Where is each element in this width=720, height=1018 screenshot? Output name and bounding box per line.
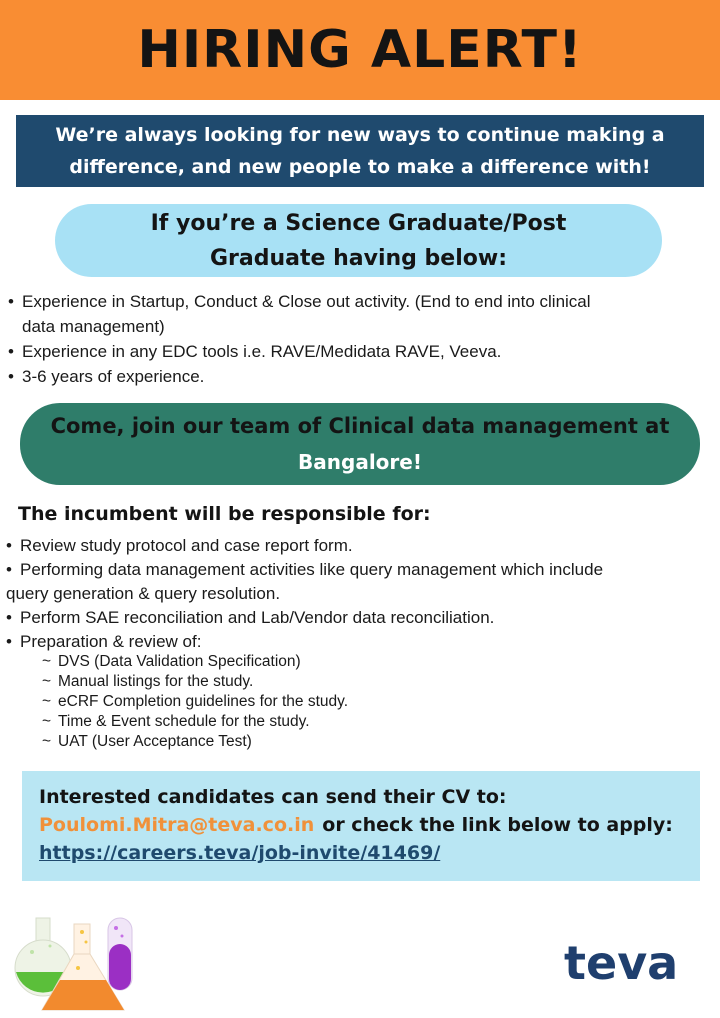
- sub-item-text: eCRF Completion guidelines for the study.: [58, 693, 349, 710]
- email-link[interactable]: Poulomi.Mitra@teva.co.in: [39, 814, 315, 836]
- eligibility-heading: [55, 204, 662, 277]
- sub-list-item: [42, 672, 642, 692]
- tilde-marker: ~: [42, 713, 52, 730]
- eligibility-heading-line1: If you’re a Science Graduate/Post: [150, 210, 567, 236]
- responsibilities-list: [6, 534, 712, 654]
- bullet: •: [6, 536, 12, 555]
- sub-list-item: [42, 692, 642, 712]
- sub-item-text: DVS (Data Validation Specification): [58, 653, 301, 670]
- join-location: Bangalore!: [298, 450, 422, 474]
- contact-line: [39, 811, 700, 839]
- requirement-text-cont: data management): [22, 317, 165, 336]
- sub-item-text: Manual listings for the study.: [58, 673, 254, 690]
- sub-list-item: [42, 732, 642, 752]
- list-item: [8, 364, 708, 389]
- responsibility-text: Preparation & review of:: [20, 632, 202, 651]
- tilde-marker: ~: [42, 673, 52, 690]
- responsibility-text: Review study protocol and case report form.: [20, 536, 353, 555]
- bullet: •: [6, 632, 12, 651]
- header-banner: [0, 0, 720, 100]
- contact-box: [22, 771, 700, 881]
- requirement-text: Experience in any EDC tools i.e. RAVE/Medidata RAVE, Veeva.: [22, 342, 502, 361]
- eligibility-heading-line2: Graduate having below:: [209, 245, 507, 271]
- apply-link[interactable]: https://careers.teva/job-invite/41469/: [39, 842, 441, 864]
- bullet: •: [8, 342, 14, 361]
- contact-instruction-cont: or check the link below to apply:: [322, 814, 673, 836]
- join-banner: [20, 403, 700, 485]
- intro-text: We’re always looking for new ways to continue making a difference, and new people to make a difference with!: [55, 124, 665, 178]
- bullet: •: [8, 367, 14, 386]
- preparation-sublist: [42, 652, 642, 752]
- responsibilities-heading: The incumbent will be responsible for:: [18, 503, 431, 525]
- page-title: HIRING ALERT!: [137, 20, 583, 80]
- bullet: •: [6, 608, 12, 627]
- lab-flasks-icon: [12, 910, 142, 1015]
- teva-logo-text: teva: [564, 936, 679, 990]
- bullet: •: [8, 292, 14, 311]
- join-text: Come, join our team of Clinical data management at: [50, 414, 670, 438]
- requirements-list: [8, 289, 708, 389]
- requirement-text: Experience in Startup, Conduct & Close out activity. (End to end into clinical: [22, 292, 591, 311]
- sub-list-item: [42, 712, 642, 732]
- list-item: [8, 339, 708, 364]
- list-item: [8, 289, 708, 339]
- intro-banner: [16, 115, 704, 187]
- contact-instruction: Interested candidates can send their CV to:: [39, 786, 507, 808]
- tilde-marker: ~: [42, 733, 52, 750]
- list-item: [6, 606, 712, 630]
- requirement-text: 3-6 years of experience.: [22, 367, 205, 386]
- tilde-marker: ~: [42, 653, 52, 670]
- sub-item-text: UAT (User Acceptance Test): [58, 733, 252, 750]
- tilde-marker: ~: [42, 693, 52, 710]
- teva-logo: [562, 933, 692, 993]
- sub-list-item: [42, 652, 642, 672]
- list-item: [6, 630, 712, 654]
- responsibility-text: Perform SAE reconciliation and Lab/Vendor data reconciliation.: [20, 608, 495, 627]
- list-item: [6, 558, 712, 582]
- sub-item-text: Time & Event schedule for the study.: [58, 713, 310, 730]
- list-item: [6, 534, 712, 558]
- bullet: •: [6, 560, 12, 579]
- responsibility-text: Performing data management activities like query management which include: [20, 560, 604, 579]
- responsibility-text-cont: query generation & query resolution.: [6, 584, 281, 603]
